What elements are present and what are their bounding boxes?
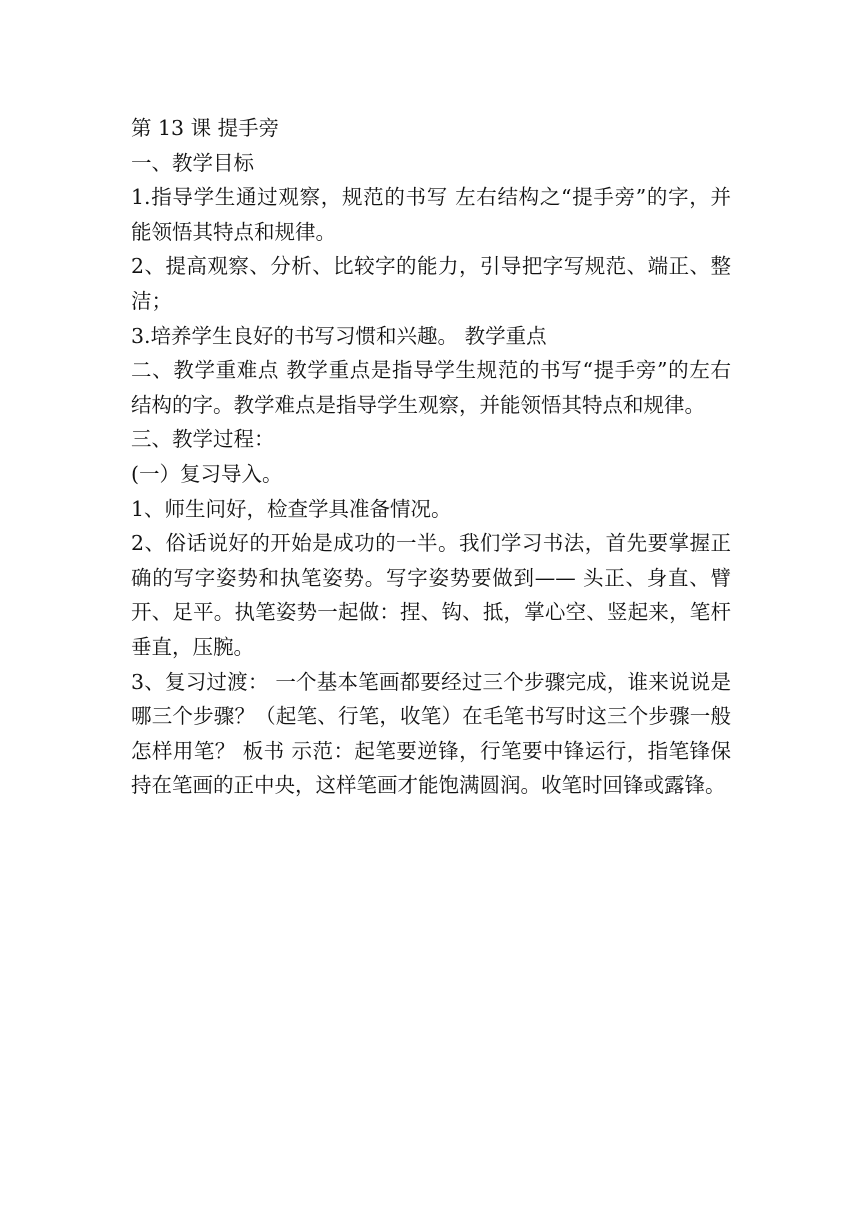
document-body: [131, 111, 731, 803]
process-item-2: 2、俗话说好的开始是成功的一半。我们学习书法，首先要掌握正确的写字姿势和执笔姿势。写字姿势要做到—— 头正、身直、臂开、足平。执笔姿势一起做：捏、钩、抵，掌心空、竖起来，笔杆垂直，压腕。: [131, 531, 731, 659]
objective-item-2: 2、提高观察、分析、比较字的能力，引导把字写规范、端正、整洁；: [131, 254, 731, 313]
section-heading-process: 三、教学过程：: [131, 427, 275, 452]
section-key-points: 二、教学重难点 教学重点是指导学生规范的书写“提手旁”的左右结构的字。教学难点是指导学生观察，并能领悟其特点和规律。: [131, 358, 731, 417]
objective-item-1: 1.指导学生通过观察，规范的书写 左右结构之“提手旁”的字，并能领悟其特点和规律。: [131, 185, 731, 244]
lesson-title: 第 13 课 提手旁: [131, 116, 280, 140]
process-item-1: 1、师生问好，检查学具准备情况。: [131, 496, 452, 521]
process-subheading: (一）复习导入。: [131, 461, 283, 486]
process-item-3: 3、复习过渡： 一个基本笔画都要经过三个步骤完成，谁来说说是哪三个步骤？（起笔、行笔，收笔）在毛笔书写时这三个步骤一般怎样用笔？ 板书 示范：起笔要逆锋，行笔要中锋运行，指笔锋保持在笔画的正中央，这样笔画才能饱满圆润。收笔时回锋或露锋。: [131, 669, 731, 798]
objective-item-3: 3.培养学生良好的书写习惯和兴趣。 教学重点: [131, 323, 547, 348]
section-heading-objectives: 一、教学目标: [131, 150, 254, 175]
